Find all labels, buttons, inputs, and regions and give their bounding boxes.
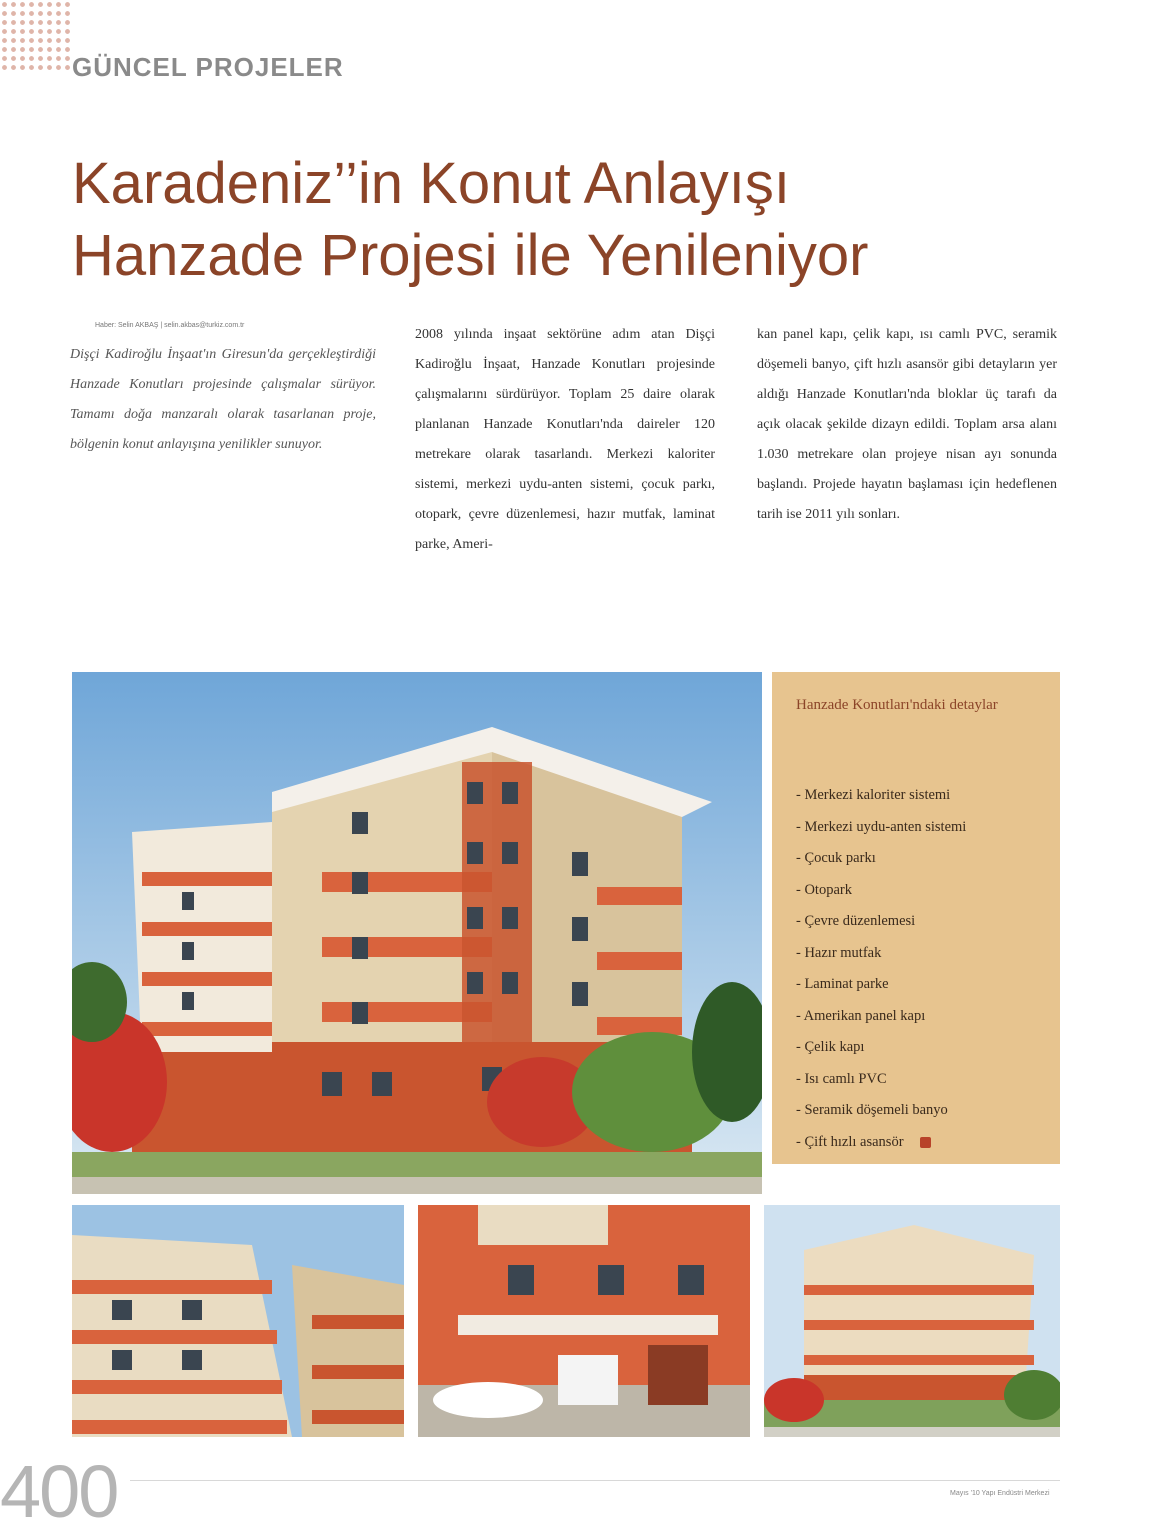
building-photo-thumb-3 (764, 1205, 1060, 1437)
list-item: - Isı camlı PVC (796, 1070, 887, 1087)
details-list (796, 780, 966, 1158)
list-item: - Merkezi kaloriter sistemi (796, 787, 951, 803)
list-item: - Laminat parke (796, 976, 889, 992)
article-column-2: kan panel kapı, çelik kapı, ısı camlı PVC, seramik döşemeli banyo, çift hızlı asansör gibi detayların yer aldığı Hanzade Konutları'nda bloklar üç tarafı da açık olacak şekilde dizayn edildi. Toplam arsa alanı 1.030 metrekare olan projeye nisan ayı sonunda başlandı. Projede hayatın başlaması için hedeflenen tarih ise 2011 yılı sonları. (757, 327, 1057, 522)
author-byline: Haber: Selin AKBAŞ | selin.akbas@turkiz.com.tr (95, 322, 245, 329)
footer-divider (130, 1480, 1060, 1481)
building-photo-thumb-1 (72, 1205, 404, 1437)
list-item-last (796, 1127, 966, 1159)
list-item: - Otopark (796, 881, 852, 898)
article-title (72, 148, 1072, 292)
section-label: GÜNCEL PROJELER (72, 52, 344, 82)
article-intro: Dişçi Kadiroğlu İnşaat'ın Giresun'da gerçekleştirdiği Hanzade Konutları projesinde çalışmalar sürüyor. Tamamı doğa manzaralı olarak tasarlanan proje, bölgenin konut anlayışına yenilikler sunuyor. (70, 347, 376, 452)
building-photo-thumb-2 (418, 1205, 750, 1437)
main-building-photo (72, 672, 762, 1194)
decorative-dot-pattern (0, 0, 70, 70)
article-column-1: 2008 yılında inşaat sektörüne adım atan Dişçi Kadiroğlu İnşaat, Hanzade Konutları projesinde çalışmalarını sürdürüyor. Toplam 25 daire olarak planlanan Hanzade Konutları'nda daireler 120 metrekare olarak tasarlandı. Merkezi kaloriter sistemi, merkezi uydu-anten sistemi, çocuk parkı, otopark, çevre düzenlemesi, hazır mutfak, laminat parke, Ameri- (415, 327, 715, 552)
list-item: - Hazır mutfak (796, 944, 882, 961)
list-item: - Amerikan panel kapı (796, 1007, 926, 1024)
list-item-label: - Çift hızlı asansör (796, 1133, 904, 1150)
list-item: - Seramik döşemeli banyo (796, 1102, 948, 1118)
sidebar-title: Hanzade Konutları'ndaki detaylar (796, 697, 998, 713)
page-number: 400 (0, 1450, 118, 1533)
list-item: - Merkezi uydu-anten sistemi (796, 818, 967, 835)
list-item: - Çocuk parkı (796, 850, 876, 866)
list-item: - Çelik kapı (796, 1039, 865, 1055)
details-sidebar (772, 672, 1060, 1164)
article-end-icon (920, 1137, 931, 1148)
publication-footer: Mayıs '10 Yapı Endüstri Merkezi (950, 1490, 1050, 1497)
article-title-line2: Hanzade Projesi ile Yenileniyor (72, 223, 869, 288)
article-title-line1: Karadeniz’’in Konut Anlayışı (72, 151, 790, 216)
list-item: - Çevre düzenlemesi (796, 913, 916, 929)
